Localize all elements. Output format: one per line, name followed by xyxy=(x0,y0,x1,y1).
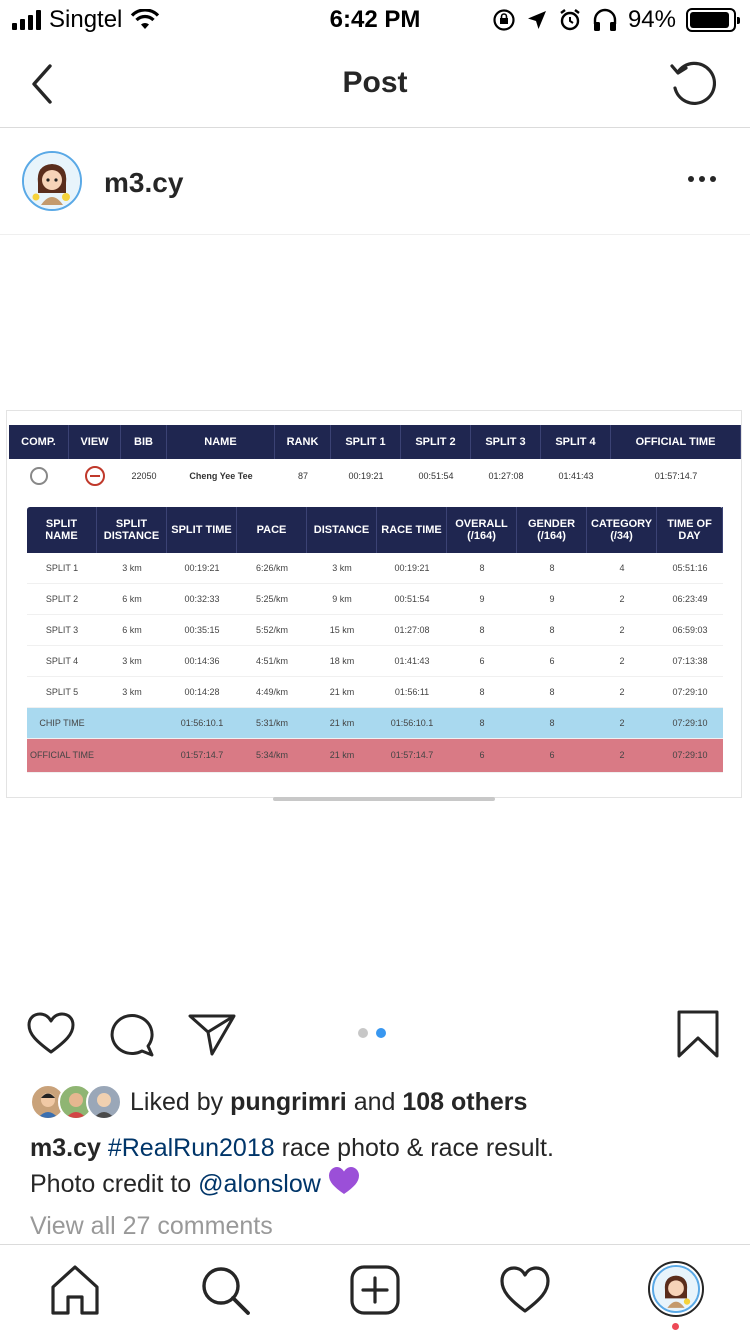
split-cell: 01:57:14.7 xyxy=(180,750,224,760)
split-cell: 2 xyxy=(619,656,625,666)
split-cell: SPLIT 4 xyxy=(45,656,79,666)
split-row xyxy=(27,677,723,708)
save-bookmark-icon[interactable] xyxy=(676,1010,720,1058)
headphones-icon xyxy=(592,8,618,32)
comp-radio[interactable] xyxy=(30,467,48,485)
split-cell: 6 xyxy=(479,750,485,760)
split2-cell: 00:51:54 xyxy=(418,471,454,481)
split-cell: 07:13:38 xyxy=(672,656,708,666)
post-actions xyxy=(0,1000,750,1070)
split-cell: 07:29:10 xyxy=(672,718,708,728)
split-cell: 3 km xyxy=(122,656,142,666)
rank-cell: 87 xyxy=(297,471,308,481)
new-post-icon[interactable] xyxy=(348,1263,402,1317)
split-cell xyxy=(97,708,167,738)
split-cell: 4 xyxy=(619,563,625,573)
split-cell: 9 xyxy=(549,594,555,604)
post-caption xyxy=(30,1130,720,1202)
split-header-cell: CATEGORY (/34) xyxy=(587,507,657,553)
split-cell: 2 xyxy=(619,718,625,728)
caption-username[interactable]: m3.cy xyxy=(30,1134,101,1162)
split-cell: 4:49/km xyxy=(255,687,288,697)
name-cell: Cheng Yee Tee xyxy=(189,471,253,481)
split-cell: 00:35:15 xyxy=(184,625,220,635)
split-cell: 05:51:16 xyxy=(672,563,708,573)
split-cell: 21 km xyxy=(329,718,355,728)
split-cell: 6 xyxy=(479,656,485,666)
share-send-icon[interactable] xyxy=(188,1010,238,1058)
bib-cell: 22050 xyxy=(131,471,157,481)
rotation-lock-icon xyxy=(492,8,516,32)
summary-header-cell: OFFICIAL TIME xyxy=(611,425,741,459)
carousel-dot xyxy=(376,1028,386,1038)
split-header-cell: SPLIT DISTANCE xyxy=(97,507,167,553)
battery-icon xyxy=(686,8,736,32)
carrier-label: Singtel xyxy=(49,6,123,33)
split-cell: 9 xyxy=(479,594,485,604)
view-cell xyxy=(69,459,121,493)
avatar-illustration-icon xyxy=(24,153,80,209)
status-bar xyxy=(0,0,750,40)
split-cell: 01:57:14.7 xyxy=(390,750,434,760)
split-header-cell: GENDER (/164) xyxy=(517,507,587,553)
nav-bar xyxy=(0,40,750,128)
summary-header-cell: SPLIT 2 xyxy=(401,425,471,459)
split-cell: 2 xyxy=(619,625,625,635)
page-title: Post xyxy=(342,66,408,99)
split-cell: SPLIT 3 xyxy=(45,625,79,635)
tab-bar xyxy=(0,1244,750,1334)
activity-heart-icon[interactable] xyxy=(498,1263,552,1317)
split-cell: 06:23:49 xyxy=(672,594,708,604)
split-cell: 5:52/km xyxy=(255,625,288,635)
battery-fill xyxy=(690,12,729,28)
split4-cell: 01:41:43 xyxy=(558,471,594,481)
liker-avatars xyxy=(30,1084,128,1120)
split-row xyxy=(27,584,723,615)
split-header-cell: RACE TIME xyxy=(377,507,447,553)
split-cell: SPLIT 2 xyxy=(45,594,79,604)
liked-by-prefix: Liked by xyxy=(130,1087,224,1116)
split-cell: 01:56:11 xyxy=(394,687,430,697)
split-cell: 8 xyxy=(549,718,555,728)
split-cell: 01:27:08 xyxy=(394,625,430,635)
split-cell: 06:59:03 xyxy=(672,625,708,635)
likes-summary[interactable] xyxy=(30,1082,730,1122)
split-cell: 00:19:21 xyxy=(394,563,430,573)
liked-by-others[interactable]: 108 others xyxy=(402,1087,528,1116)
split-header-cell: SPLIT TIME xyxy=(167,507,237,553)
purple-heart-icon xyxy=(328,1166,360,1196)
profile-tab-avatar[interactable] xyxy=(648,1261,704,1317)
summary-header-cell: BIB xyxy=(121,425,167,459)
split-cell: 21 km xyxy=(329,750,355,760)
split-header-cell: OVERALL (/164) xyxy=(447,507,517,553)
split-cell: 6 km xyxy=(122,625,142,635)
caption-text-1: race photo & race result. xyxy=(274,1134,554,1162)
summary-header-cell: SPLIT 3 xyxy=(471,425,541,459)
split-body xyxy=(27,553,723,773)
split-cell: 07:29:10 xyxy=(672,750,708,760)
location-icon xyxy=(526,9,548,31)
profile-avatar-illustration-icon xyxy=(654,1267,698,1311)
split-cell: 07:29:10 xyxy=(672,687,708,697)
split-cell: 9 km xyxy=(332,594,352,604)
split-cell: 00:14:28 xyxy=(184,687,220,697)
split-cell: 8 xyxy=(479,563,485,573)
official-row xyxy=(27,739,723,773)
split-cell: 2 xyxy=(619,750,625,760)
summary-header-row xyxy=(9,425,741,459)
split-header-cell: PACE xyxy=(237,507,307,553)
status-right xyxy=(492,6,736,34)
split-cell: 01:56:10.1 xyxy=(180,718,224,728)
avatar[interactable] xyxy=(22,151,82,211)
split-header-cell: SPLIT NAME xyxy=(27,507,97,553)
notification-dot xyxy=(672,1323,679,1330)
split-cell: 00:14:36 xyxy=(184,656,220,666)
split-cell: 8 xyxy=(479,718,485,728)
split-row xyxy=(27,553,723,584)
runner-summary-table xyxy=(9,425,741,493)
summary-header-cell: NAME xyxy=(167,425,275,459)
summary-header-cell: SPLIT 4 xyxy=(541,425,611,459)
split-cell: 3 km xyxy=(122,563,142,573)
view-comments-link[interactable]: View all 27 comments xyxy=(30,1212,273,1240)
split-cell: 6 km xyxy=(122,594,142,604)
carousel-dots xyxy=(358,1028,386,1038)
split-cell: 21 km xyxy=(329,687,355,697)
summary-header-cell: VIEW xyxy=(69,425,121,459)
split-cell: 3 km xyxy=(332,563,352,573)
post-header xyxy=(0,129,750,235)
liked-by-user[interactable]: pungrimri xyxy=(230,1087,347,1116)
split-row xyxy=(27,646,723,677)
battery-percent: 94% xyxy=(627,6,676,33)
split-cell: 4:51/km xyxy=(255,656,288,666)
split-cell: 5:25/km xyxy=(255,594,288,604)
split-row xyxy=(27,615,723,646)
official-cell: 01:57:14.7 xyxy=(654,471,698,481)
more-options-icon[interactable] xyxy=(688,167,720,191)
split-header-cell: TIME OF DAY xyxy=(657,507,723,553)
split-cell: 2 xyxy=(619,594,625,604)
split-cell: SPLIT 1 xyxy=(45,563,79,573)
chip-row xyxy=(27,708,723,739)
summary-header-cell: SPLIT 1 xyxy=(331,425,401,459)
split-cell: OFFICIAL TIME xyxy=(29,750,94,760)
split-cell: 6 xyxy=(549,750,555,760)
split-cell: 3 km xyxy=(122,687,142,697)
caption-mention[interactable]: @alonslow xyxy=(198,1170,321,1198)
split-header-row xyxy=(27,507,723,553)
clock: 6:42 PM xyxy=(329,6,421,33)
split-cell: 8 xyxy=(479,625,485,635)
split-cell: 5:34/km xyxy=(255,750,288,760)
split-table xyxy=(27,507,723,773)
summary-row xyxy=(9,459,741,493)
split-cell: 00:32:33 xyxy=(184,594,220,604)
race-result-card xyxy=(6,410,742,798)
split-cell: 00:19:21 xyxy=(184,563,220,573)
summary-header-cell: COMP. xyxy=(9,425,69,459)
split-header-cell: DISTANCE xyxy=(307,507,377,553)
split-cell: 8 xyxy=(479,687,485,697)
horizontal-scrollbar[interactable] xyxy=(273,797,495,801)
split-cell: 8 xyxy=(549,625,555,635)
split-cell: CHIP TIME xyxy=(39,718,85,728)
carousel-dot xyxy=(358,1028,368,1038)
split-cell: 2 xyxy=(619,687,625,697)
comment-bubble-icon[interactable] xyxy=(108,1010,158,1058)
comp-cell xyxy=(9,459,69,493)
like-heart-icon[interactable] xyxy=(26,1010,76,1058)
liker-avatar xyxy=(86,1084,122,1120)
post-username[interactable]: m3.cy xyxy=(104,167,184,198)
home-icon[interactable] xyxy=(48,1263,102,1317)
post-image[interactable] xyxy=(0,236,750,992)
split-cell: 8 xyxy=(549,687,555,697)
alarm-icon xyxy=(558,8,582,32)
liked-by-and: and xyxy=(353,1087,396,1116)
split-cell: 00:51:54 xyxy=(394,594,430,604)
split-cell: 18 km xyxy=(329,656,355,666)
split-cell: 6 xyxy=(549,656,555,666)
split-cell: 01:41:43 xyxy=(394,656,430,666)
search-icon[interactable] xyxy=(198,1263,252,1317)
split-cell: 5:31/km xyxy=(255,718,288,728)
split-cell: 01:56:10.1 xyxy=(390,718,434,728)
split-cell xyxy=(97,739,167,772)
split-cell: SPLIT 5 xyxy=(45,687,79,697)
summary-header-cell: RANK xyxy=(275,425,331,459)
caption-text-2: Photo credit to xyxy=(30,1170,199,1198)
split-cell: 15 km xyxy=(329,625,355,635)
caption-hashtag[interactable]: #RealRun2018 xyxy=(107,1134,275,1162)
split1-cell: 00:19:21 xyxy=(348,471,384,481)
view-toggle-icon[interactable] xyxy=(85,466,105,486)
split-cell: 8 xyxy=(549,563,555,573)
split3-cell: 01:27:08 xyxy=(488,471,524,481)
split-cell: 6:26/km xyxy=(255,563,288,573)
refresh-icon[interactable] xyxy=(668,58,720,110)
